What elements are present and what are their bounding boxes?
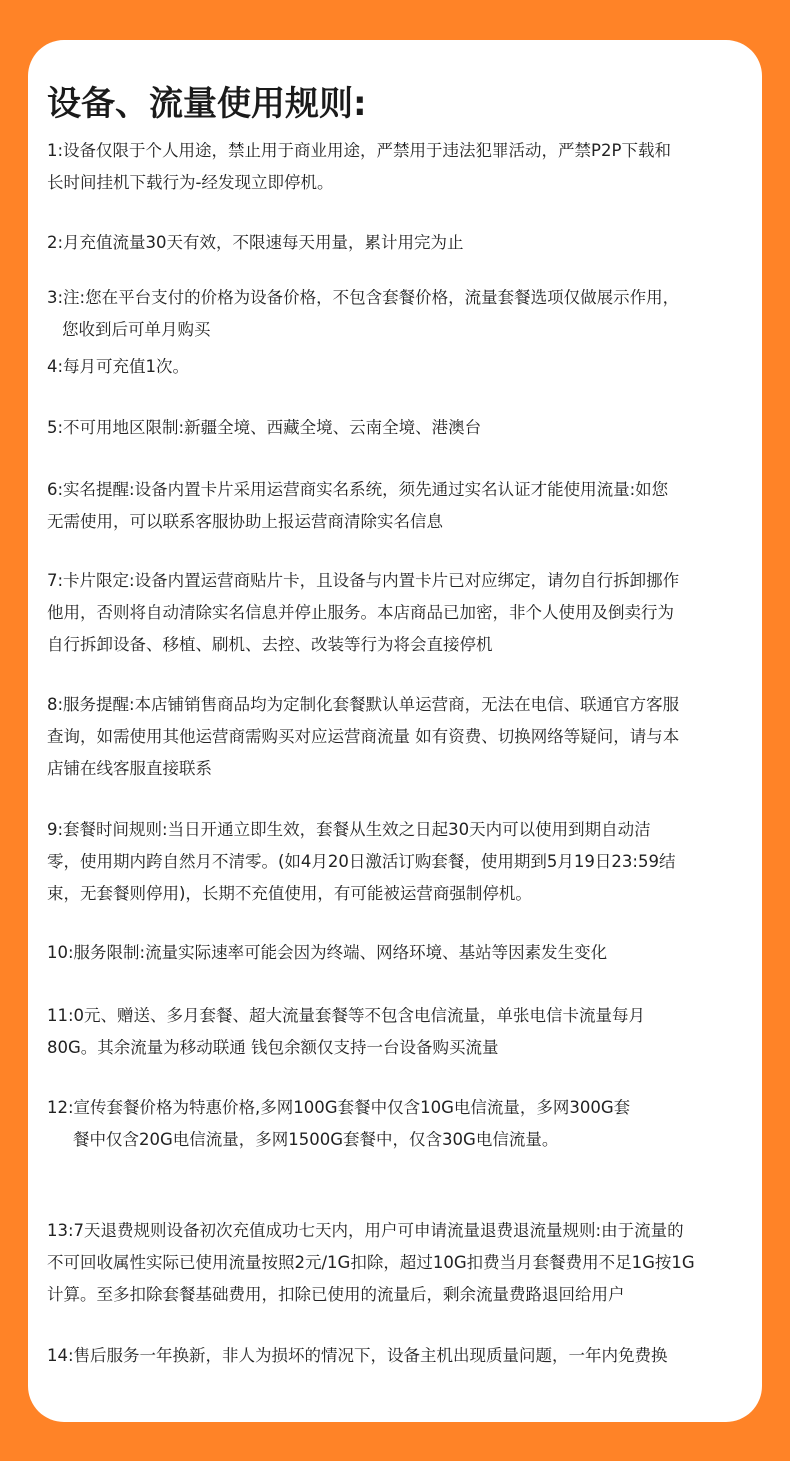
rule-item-7 bbox=[47, 565, 759, 661]
rule-line: 零，使用期内跨自然月不清零。(如4月20日激活订购套餐，使用期到5月19日23:59结 bbox=[47, 852, 676, 871]
rule-line: 5:不可用地区限制:新疆全境、西藏全境、云南全境、港澳台 bbox=[47, 418, 482, 437]
rule-line: 14:售后服务一年换新，非人为损坏的情况下，设备主机出现质量问题，一年内免费换 bbox=[47, 1346, 668, 1365]
rule-item-5 bbox=[47, 412, 759, 444]
rule-item-4 bbox=[47, 351, 759, 383]
rule-item-11 bbox=[47, 1000, 759, 1064]
rule-line: 查询，如需使用其他运营商需购买对应运营商流量 如有资费、切换网络等疑问，请与本 bbox=[47, 727, 680, 746]
rule-item-12 bbox=[47, 1092, 759, 1156]
rule-line: 11:0元、赠送、多月套餐、超大流量套餐等不包含电信流量，单张电信卡流量每月 bbox=[47, 1006, 646, 1025]
rule-line: 您收到后可单月购买 bbox=[62, 320, 211, 339]
rule-item-13 bbox=[47, 1215, 759, 1311]
rule-line: 10:服务限制:流量实际速率可能会因为终端、网络环境、基站等因素发生变化 bbox=[47, 943, 608, 962]
rule-line: 束，无套餐则停用)，长期不充值使用，有可能被运营商强制停机。 bbox=[47, 884, 532, 903]
rule-line: 8:服务提醒:本店铺销售商品均为定制化套餐默认单运营商，无法在电信、联通官方客服 bbox=[47, 695, 680, 714]
rule-line: 他用，否则将自动清除实名信息并停止服务。本店商品已加密，非个人使用及倒卖行为 bbox=[47, 603, 674, 622]
rule-line: 店铺在线客服直接联系 bbox=[47, 759, 212, 778]
rule-line: 长时间挂机下载行为-经发现立即停机。 bbox=[47, 173, 334, 192]
rule-item-6 bbox=[47, 474, 759, 538]
rule-line: 1:设备仅限于个人用途，禁止用于商业用途，严禁用于违法犯罪活动，严禁P2P下载和 bbox=[47, 141, 671, 160]
rule-line: 计算。至多扣除套餐基础费用，扣除已使用的流量后，剩余流量费路退回给用户 bbox=[47, 1285, 625, 1304]
rule-item-14 bbox=[47, 1340, 759, 1372]
rule-line: 12:宣传套餐价格为特惠价格,多网100G套餐中仅含10G电信流量，多网300G套 bbox=[47, 1098, 631, 1117]
rule-line: 3:注:您在平台支付的价格为设备价格，不包含套餐价格，流量套餐选项仅做展示作用， bbox=[47, 288, 680, 307]
rule-line: 自行拆卸设备、移植、刷机、去控、改装等行为将会直接停机 bbox=[47, 635, 493, 654]
rule-line: 餐中仅含20G电信流量，多网1500G套餐中，仅含30G电信流量。 bbox=[73, 1130, 559, 1149]
rules-card bbox=[28, 40, 762, 1422]
rule-line: 13:7天退费规则设备初次充值成功七天内，用户可申请流量退费退流量规则:由于流量的 bbox=[47, 1221, 684, 1240]
rule-item-2 bbox=[47, 227, 759, 259]
rule-item-3 bbox=[47, 282, 759, 346]
rule-item-10 bbox=[47, 937, 759, 969]
rule-item-9 bbox=[47, 814, 759, 910]
rule-line: 80G。其余流量为移动联通 钱包余额仅支持一台设备购买流量 bbox=[47, 1038, 499, 1057]
rule-line: 6:实名提醒:设备内置卡片采用运营商实名系统，须先通过实名认证才能使用流量:如您 bbox=[47, 480, 669, 499]
rule-line: 9:套餐时间规则:当日开通立即生效，套餐从生效之日起30天内可以使用到期自动洁 bbox=[47, 820, 651, 839]
rule-line: 2:月充值流量30天有效，不限速每天用量，累计用完为止 bbox=[47, 233, 464, 252]
rule-line: 无需使用，可以联系客服协助上报运营商清除实名信息 bbox=[47, 512, 443, 531]
rule-item-1 bbox=[47, 135, 759, 199]
page-title: 设备、流量使用规则: bbox=[47, 84, 367, 124]
rule-item-8 bbox=[47, 689, 759, 785]
rule-line: 4:每月可充值1次。 bbox=[47, 357, 190, 376]
rule-line: 不可回收属性实际已使用流量按照2元/1G扣除，超过10G扣费当月套餐费用不足1G按1G bbox=[47, 1253, 695, 1272]
rule-line: 7:卡片限定:设备内置运营商贴片卡，且设备与内置卡片已对应绑定，请勿自行拆卸挪作 bbox=[47, 571, 680, 590]
